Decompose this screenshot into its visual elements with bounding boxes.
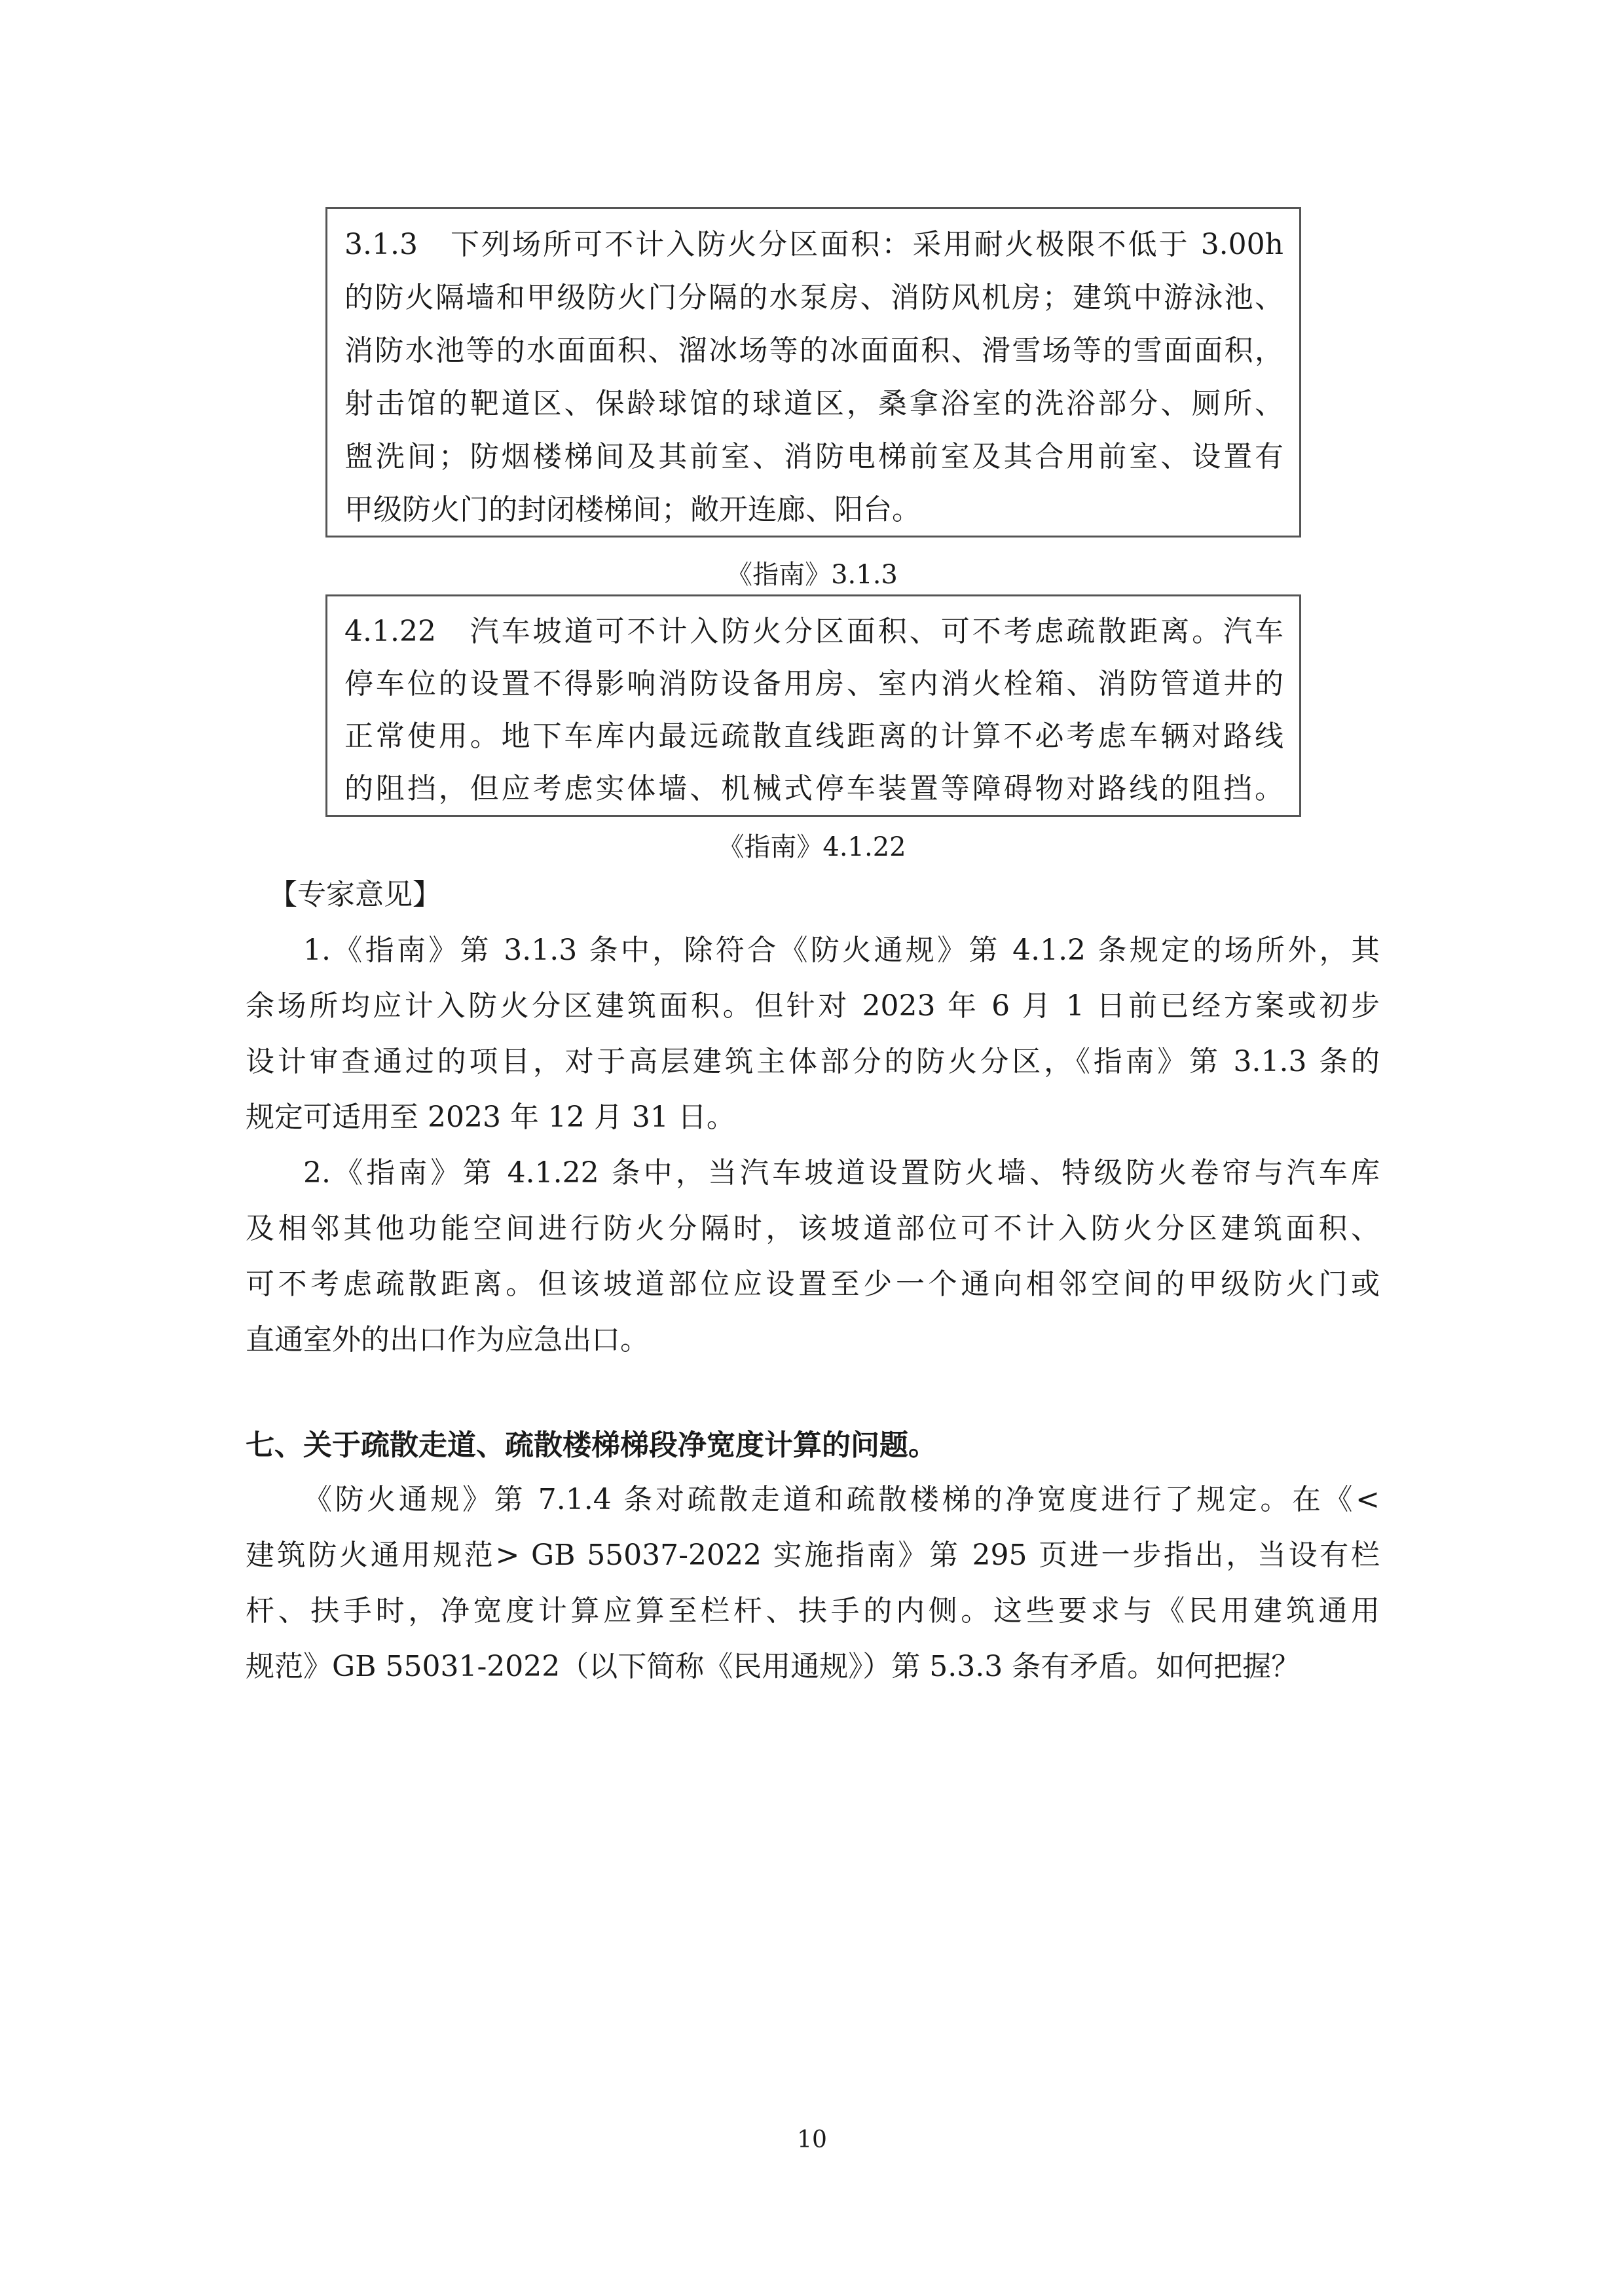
quote-line: 停车位的设置不得影响消防设备用房、室内消火栓箱、消防管道井的 bbox=[344, 667, 1283, 701]
paragraph-line: 规范》GB 55031-2022（以下简称《民用通规》）第 5.3.3 条有矛盾。如何把握？ bbox=[246, 1650, 1301, 1683]
paragraph-line: 设计审查通过的项目，对于高层建筑主体部分的防火分区，《指南》第 3.1.3 条的 bbox=[246, 1045, 1380, 1078]
quote-line: 消防水池等的水面面积、溜冰场等的冰面面积、滑雪场等的雪面面积， bbox=[344, 334, 1283, 367]
quote-line: 盥洗间；防烟楼梯间及其前室、消防电梯前室及其合用前室、设置有 bbox=[344, 440, 1283, 473]
section-heading: 七、关于疏散走道、疏散楼梯梯段净宽度计算的问题。 bbox=[246, 1429, 937, 1462]
quote-box-4-1-22 bbox=[325, 594, 1301, 817]
paragraph-line: 规定可适用至 2023 年 12 月 31 日。 bbox=[246, 1101, 735, 1134]
paragraph-line: 建筑防火通用规范> GB 55037-2022 实施指南》第 295 页进一步指出，当设有栏 bbox=[246, 1539, 1380, 1572]
section-7-body bbox=[246, 1472, 1380, 1694]
quote-line: 4.1.22 汽车坡道可不计入防火分区面积、可不考虑疏散距离。汽车 bbox=[344, 615, 1283, 648]
paragraph-line: 《防火通规》第 7.1.4 条对疏散走道和疏散楼梯的净宽度进行了规定。在《< bbox=[303, 1483, 1380, 1516]
quote-line: 的阻挡，但应考虑实体墙、机械式停车装置等障碍物对路线的阻挡。 bbox=[344, 772, 1283, 805]
quote-line: 射击馆的靶道区、保龄球馆的球道区，桑拿浴室的洗浴部分、厕所、 bbox=[344, 387, 1283, 420]
paragraph-line: 余场所均应计入防火分区建筑面积。但针对 2023 年 6 月 1 日前已经方案或初步 bbox=[246, 989, 1380, 1023]
quote-line: 3.1.3 下列场所可不计入防火分区面积：采用耐火极限不低于 3.00h bbox=[344, 228, 1283, 261]
paragraph-line: 及相邻其他功能空间进行防火分隔时，该坡道部位可不计入防火分区建筑面积、 bbox=[246, 1212, 1380, 1245]
expert-opinion bbox=[246, 867, 1380, 1368]
paragraph-line: 杆、扶手时，净宽度计算应算至栏杆、扶手的内侧。这些要求与《民用建筑通用 bbox=[246, 1594, 1380, 1628]
paragraph-line: 2.《指南》第 4.1.22 条中，当汽车坡道设置防火墙、特级防火卷帘与汽车库 bbox=[303, 1156, 1380, 1190]
caption-4-1-22: 《指南》4.1.22 bbox=[718, 832, 906, 862]
expert-opinion-title: 【专家意见】 bbox=[268, 878, 441, 911]
page-number: 10 bbox=[797, 2126, 827, 2153]
paragraph-line: 可不考虑疏散距离。但该坡道部位应设置至少一个通向相邻空间的甲级防火门或 bbox=[246, 1267, 1380, 1301]
quote-line: 的防火隔墙和甲级防火门分隔的水泵房、消防风机房；建筑中游泳池、 bbox=[344, 281, 1283, 314]
paragraph-line: 直通室外的出口作为应急出口。 bbox=[246, 1323, 649, 1357]
quote-line: 甲级防火门的封闭楼梯间；敞开连廊、阳台。 bbox=[344, 493, 921, 526]
quote-box-3-1-3 bbox=[325, 207, 1301, 538]
quote-line: 正常使用。地下车库内最远疏散直线距离的计算不必考虑车辆对路线 bbox=[344, 720, 1283, 753]
caption-3-1-3: 《指南》3.1.3 bbox=[726, 560, 898, 590]
paragraph-line: 1.《指南》第 3.1.3 条中，除符合《防火通规》第 4.1.2 条规定的场所外，其 bbox=[303, 934, 1380, 967]
